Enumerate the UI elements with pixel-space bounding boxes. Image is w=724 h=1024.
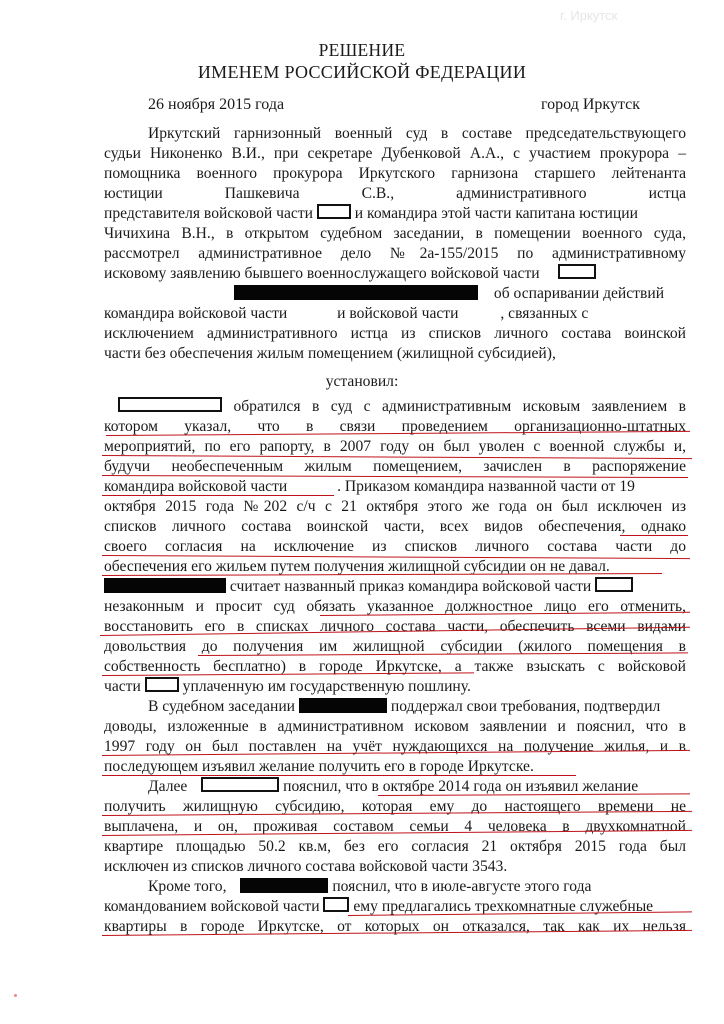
- text-fragment: уплаченную им государственную пошлину.: [182, 678, 471, 695]
- scan-speck: [14, 994, 17, 997]
- text-line: получить жилищную субсидию, которая ему до настоящего времени не: [104, 798, 686, 815]
- text-fragment: , связанных с: [500, 305, 589, 322]
- text-line: списков личного состава воинской части, всех видов обеспечения, однако: [104, 518, 686, 535]
- redacted-box: [558, 264, 596, 279]
- text-fragment: . Приказом командира названной части от 19: [337, 478, 635, 495]
- text-fragment: исковому заявлению бывшего военнослужащего войсковой части: [104, 265, 540, 282]
- red-underline: [102, 495, 334, 496]
- text-line: [104, 577, 686, 597]
- text-line: юстиции Пашкевича С.В., административного истца: [104, 185, 686, 202]
- text-line: [104, 304, 686, 324]
- text-line: последующем изъявил желание получить его в городе Иркутске.: [104, 758, 534, 775]
- text-line: [148, 877, 686, 897]
- redacted-box: [595, 577, 633, 592]
- text-line: [148, 697, 686, 717]
- text-line: собственность бесплатно) в городе Иркутске, а также взыскать с войсковой: [104, 658, 686, 675]
- redacted-name: [240, 878, 328, 893]
- text-line: мероприятий, по его рапорту, в 2007 году он был уволен с военной службы и,: [104, 438, 686, 455]
- text-fragment: и командира этой части капитана юстиции: [354, 205, 638, 222]
- text-line: [104, 284, 686, 304]
- redacted-box: [323, 897, 349, 912]
- text-line: довольствия до получения им жилищной субсидии (жилого помещения в: [104, 638, 686, 655]
- decision-date: 26 ноября 2015 года: [148, 96, 285, 113]
- text-line: судьи Никоненко В.И., при секретаре Дубенковой А.А., с участием прокурора –: [104, 145, 686, 162]
- text-line: части без обеспечения жилым помещением (жилищной субсидией),: [104, 345, 556, 362]
- text-fragment: и войсковой части: [337, 305, 459, 322]
- document-subtitle: ИМЕНЕМ РОССИЙСКОЙ ФЕДЕРАЦИИ: [197, 62, 527, 82]
- text-line: квартиры в городе Иркутске, от которых он отказался, так как их нельзя: [104, 918, 686, 935]
- text-line: восстановить его в списках личного состава части, обеспечить всеми видами: [104, 618, 686, 635]
- text-line: квартире площадью 50.2 кв.м, без его согласия 21 октября 2015 года был: [104, 838, 686, 855]
- text-line: Иркутский гарнизонный военный суд в составе председательствующего: [148, 125, 686, 142]
- redacted-box: [118, 397, 222, 412]
- document-title: РЕШЕНИЕ: [318, 40, 406, 60]
- text-fragment: поддержал свои требования, подтвердил: [390, 698, 661, 715]
- text-fragment: пояснил, что в октябре 2014 года он изъявил желание: [283, 778, 639, 795]
- faded-stamp: г. Иркутск: [560, 8, 618, 23]
- redacted-box: [317, 204, 351, 219]
- text-fragment: представителя войсковой части: [104, 205, 313, 222]
- text-line: своего согласия на исключение из списков личного состава части до: [104, 538, 686, 555]
- text-fragment: Далее: [148, 778, 188, 795]
- redacted-name: [299, 698, 387, 713]
- text-fragment: ему предлагались трехкомнатные служебные: [353, 898, 654, 915]
- text-line: Чичихина В.Н., в открытом судебном заседании, в помещении военного суда,: [104, 225, 686, 242]
- text-fragment: пояснил, что в июле-августе этого года: [332, 878, 592, 895]
- text-line: доводы, изложенные в административном исковом заявлении и пояснил, что в: [104, 718, 686, 735]
- text-fragment: считает названный приказ командира войсковой части: [229, 578, 592, 595]
- text-line: [104, 397, 686, 417]
- text-fragment: командованием войсковой части: [104, 898, 320, 915]
- text-line: будучи необеспеченным жилым помещением, зачислен в распоряжение: [104, 458, 686, 475]
- section-heading: установил:: [325, 373, 399, 390]
- text-fragment: командира войсковой части: [104, 478, 288, 495]
- red-underline: [102, 775, 576, 776]
- text-fragment: Кроме того,: [148, 878, 227, 895]
- text-line: незаконным и просит суд обязать указанное должностное лицо его отменить,: [104, 598, 686, 615]
- text-fragment: об оспаривании действий: [493, 285, 665, 302]
- redacted-name: [234, 285, 478, 300]
- redacted-box: [201, 777, 279, 792]
- text-line: 1997 году он был поставлен на учёт нуждающихся на получение жилья, и в: [104, 738, 686, 755]
- text-line: выплачена, и он, проживая составом семьи 4 человека в двухкомнатной: [104, 818, 686, 835]
- text-fragment: части: [104, 678, 141, 695]
- text-line: рассмотрел административное дело №2а-155/2015 по административному: [104, 245, 686, 262]
- redacted-name: [104, 578, 226, 593]
- redacted-box: [145, 677, 179, 692]
- text-line: обеспечения его жильем путем получения жилищной субсидии он не давал.: [104, 558, 610, 575]
- text-line: [104, 264, 686, 284]
- text-fragment: обратился в суд с административным исковым заявлением в: [233, 398, 686, 415]
- text-fragment: командира войсковой части: [104, 305, 288, 322]
- red-underline: [620, 535, 688, 536]
- text-line: [104, 677, 686, 697]
- text-line: октября 2015 года №202 с/ч с 21 октября этого же года он был исключен из: [104, 498, 686, 515]
- text-line: [104, 477, 686, 497]
- text-line: исключен из списков личного состава войсковой части 3543.: [104, 858, 508, 875]
- text-line: исключением административного истца из списков личного состава воинской: [104, 325, 686, 342]
- decision-place: город Иркутск: [541, 96, 641, 113]
- text-line: помощника военного прокурора Иркутского гарнизона старшего лейтенанта: [104, 165, 686, 182]
- text-line: [104, 204, 686, 224]
- text-fragment: В судебном заседании: [148, 698, 296, 715]
- text-line: котором указал, что в связи проведением организационно-штатных: [104, 418, 686, 435]
